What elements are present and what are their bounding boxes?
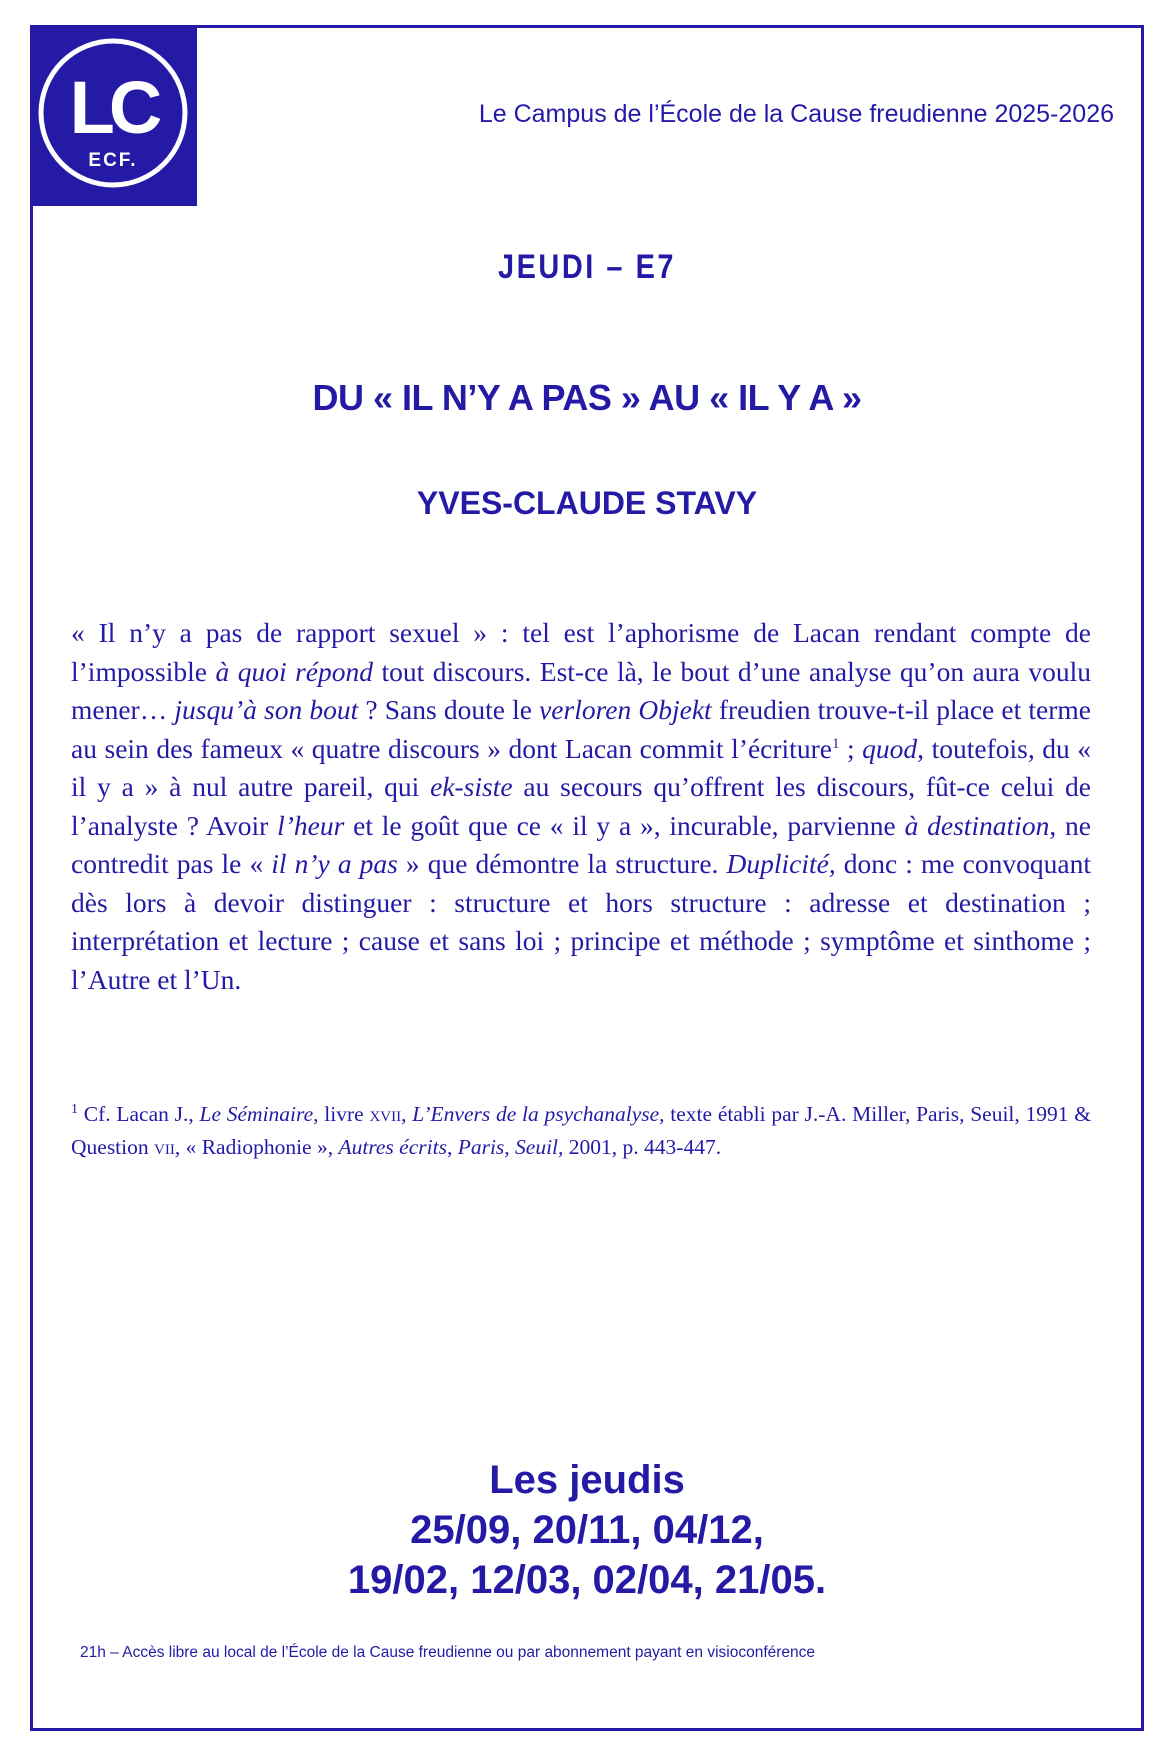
logo-emblem-icon bbox=[30, 25, 197, 206]
dates-line-2: 19/02, 12/03, 02/04, 21/05. bbox=[347, 1558, 827, 1602]
dates-line-1: 25/09, 20/11, 04/12, bbox=[410, 1508, 764, 1552]
campus-title: Le Campus de l’École de la Cause freudienne 2025-2026 bbox=[478, 100, 1114, 128]
logo-monogram: LC bbox=[69, 66, 157, 149]
access-note: 21h – Accès libre au local de l’École de la Cause freudienne ou par abonnement payant en visioconférence bbox=[80, 1644, 816, 1661]
footnote: $^1$ Cf. Lacan J., Le Séminaire, livre xvii, L’Envers de la psychanalyse, texte établi par J.-A. Miller, Paris, Seuil, 1991 & Question vii, « Radiophonie », Autres écrits, Paris, Seuil, 2001, p. 443-447. bbox=[71, 1102, 1092, 1159]
session-day-code: JEUDI – E7 bbox=[497, 248, 677, 286]
footnote-marker: 1 bbox=[831, 735, 840, 752]
session-author: YVES-CLAUDE STAVY bbox=[416, 485, 758, 521]
dates-block bbox=[30, 1455, 1144, 1605]
logo-subtitle: ECF. bbox=[88, 150, 138, 171]
dates-heading: Les jeudis bbox=[489, 1458, 685, 1502]
abstract-text: « Il n’y a pas de rapport sexuel » : tel est l’aphorisme de Lacan rendant compte de l’impossible à quoi répond tout discours. Est-ce là, le bout d’une analyse qu’on aura voulu mener… jusqu’à son bout ? Sans doute le verloren Objekt freudien trouve-t-il place et terme au sein des fameux « quatre discours » dont Lacan commit l’écriture$^1$ ; quod, toutefois, du « il y a » à nul autre pareil, qui ek-siste au secours qu’offrent les discours, fût-ce celui de l’analyste ? Avoir l’heur et le goût que ce « il y a », incurable, parvienne à destination, ne contredit pas le « il n’y a pas » que démontre la structure. Duplicité, donc : me convoquant dès lors à devoir distinguer : structure et hors structure : adresse et destination ; interprétation et lecture ; cause et sans loi ; principe et méthode ; symptôme et sinthome ; l’Autre et l’Un. bbox=[71, 617, 1092, 995]
session-title: DU « IL N’Y A PAS » AU « IL Y A » bbox=[312, 377, 862, 418]
ecf-logo bbox=[30, 25, 197, 206]
